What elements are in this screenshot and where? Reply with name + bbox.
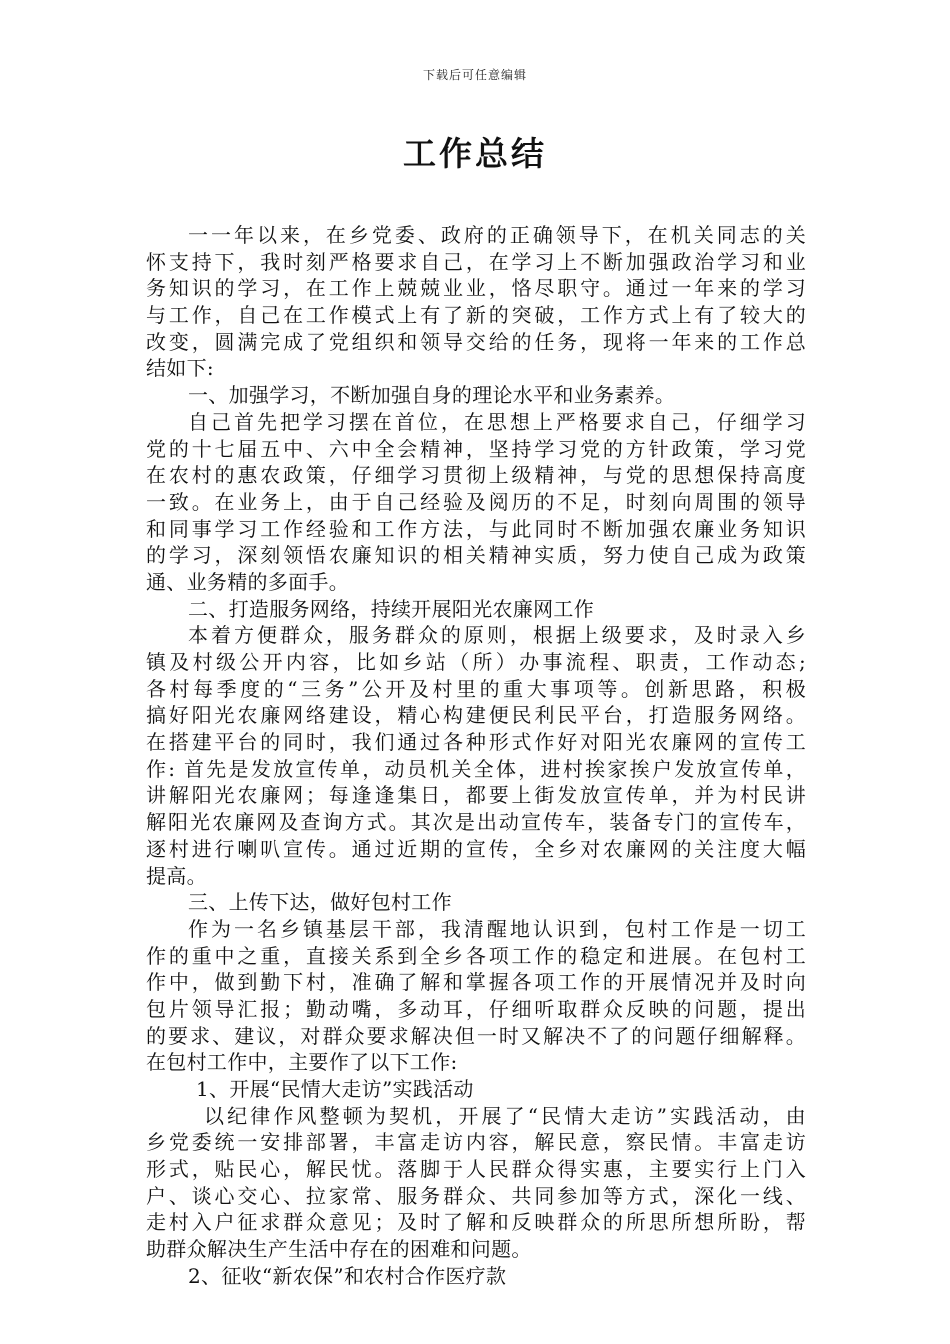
text-line: 结如下: — [146, 356, 214, 381]
text-line: 自己首先把学习摆在首位，在思想上严格要求自己，仔细学习 — [188, 409, 806, 434]
text-line: 的学习，深刻领悟农廉知识的相关精神实质，努力使自己成为政策 — [146, 543, 806, 568]
text-line: 作为一名乡镇基层干部，我清醒地认识到，包村工作是一切工 — [188, 916, 806, 941]
text-line: 逐村进行喇叭宣传。通过近期的宣传，全乡对农廉网的关注度大幅 — [146, 836, 806, 861]
text-line: 务知识的学习，在工作上兢兢业业，恪尽职守。通过一年来的学习 — [146, 276, 806, 301]
text-line: 一致。在业务上，由于自己经验及阅历的不足，时刻向周围的领导 — [146, 489, 806, 514]
text-line: 包片领导汇报；勤动嘴，多动耳，仔细听取群众反映的问题，提出 — [146, 996, 806, 1021]
text-line: 党的十七届五中、六中全会精神，坚持学习党的方针政策，学习党 — [146, 436, 806, 461]
text-line: 讲解阳光农廉网；每逢逢集日，都要上街发放宣传单，并为村民讲 — [146, 783, 806, 808]
text-line: 2、征收“新农保”和农村合作医疗款 — [188, 1263, 507, 1288]
text-line: 一、加强学习，不断加强自身的理论水平和业务素养。 — [188, 383, 676, 408]
text-line: 户、谈心交心、拉家常、服务群众、共同参加等方式，深化一线、 — [146, 1183, 806, 1208]
text-line: 本着方便群众，服务群众的原则，根据上级要求，及时录入乡 — [188, 623, 806, 648]
text-line: 改变，圆满完成了党组织和领导交给的任务，现将一年来的工作总 — [146, 329, 806, 354]
text-line: 怀支持下，我时刻严格要求自己，在学习上不断加强政治学习和业 — [146, 249, 806, 274]
text-line: 解阳光农廉网及查询方式。其次是出动宣传车，装备专门的宣传车， — [146, 810, 806, 835]
text-line: 以纪律作风整顿为契机，开展了“民情大走访”实践活动，由 — [204, 1103, 806, 1128]
text-line: 在农村的惠农政策，仔细学习贯彻上级精神，与党的思想保持高度 — [146, 463, 806, 488]
text-line: 1、开展“民情大走访”实践活动 — [196, 1077, 474, 1101]
text-line: 作: 首先是发放宣传单，动员机关全体，进村挨家挨户发放宣传单， — [146, 756, 806, 781]
text-line: 三、上传下达，做好包村工作 — [188, 890, 452, 915]
page-title: 工作总结 — [403, 134, 547, 173]
text-line: 二、打造服务网络，持续开展阳光农廉网工作 — [188, 596, 594, 621]
header-note: 下载后可任意编辑 — [422, 68, 527, 82]
text-line: 在包村工作中，主要作了以下工作: — [146, 1050, 458, 1075]
text-line: 与工作，自己在工作模式上有了新的突破，工作方式上有了较大的 — [146, 303, 806, 328]
text-line: 提高。 — [146, 863, 207, 888]
text-line: 通、业务精的多面手。 — [146, 569, 349, 594]
body-text — [146, 222, 806, 1290]
text-line: 作的重中之重，直接关系到全乡各项工作的稳定和进展。在包村工 — [146, 943, 806, 968]
text-line: 作中，做到勤下村，准确了解和掌握各项工作的开展情况并及时向 — [146, 970, 806, 995]
text-line: 形式，贴民心，解民忧。落脚于人民群众得实惠，主要实行上门入 — [146, 1157, 806, 1182]
text-line: 在搭建平台的同时，我们通过各种形式作好对阳光农廉网的宣传工 — [146, 730, 806, 755]
text-line: 和同事学习工作经验和工作方法，与此同时不断加强农廉业务知识 — [146, 516, 806, 541]
text-line: 一一年以来，在乡党委、政府的正确领导下，在机关同志的关 — [188, 223, 806, 247]
text-line: 的要求、建议，对群众要求解决但一时又解决不了的问题仔细解释。 — [146, 1023, 806, 1048]
text-line: 助群众解决生产生活中存在的困难和问题。 — [146, 1237, 532, 1262]
text-line: 各村每季度的“三务”公开及村里的重大事项等。创新思路，积极 — [146, 676, 806, 701]
text-line: 镇及村级公开内容，比如乡站（所）办事流程、职责，工作动态; — [146, 650, 806, 674]
text-line: 搞好阳光农廉网络建设，精心构建便民利民平台，打造服务网络。 — [146, 703, 806, 728]
text-line: 乡党委统一安排部署，丰富走访内容，解民意，察民情。丰富走访 — [146, 1130, 806, 1155]
text-line: 走村入户征求群众意见；及时了解和反映群众的所思所想所盼，帮 — [146, 1210, 806, 1235]
